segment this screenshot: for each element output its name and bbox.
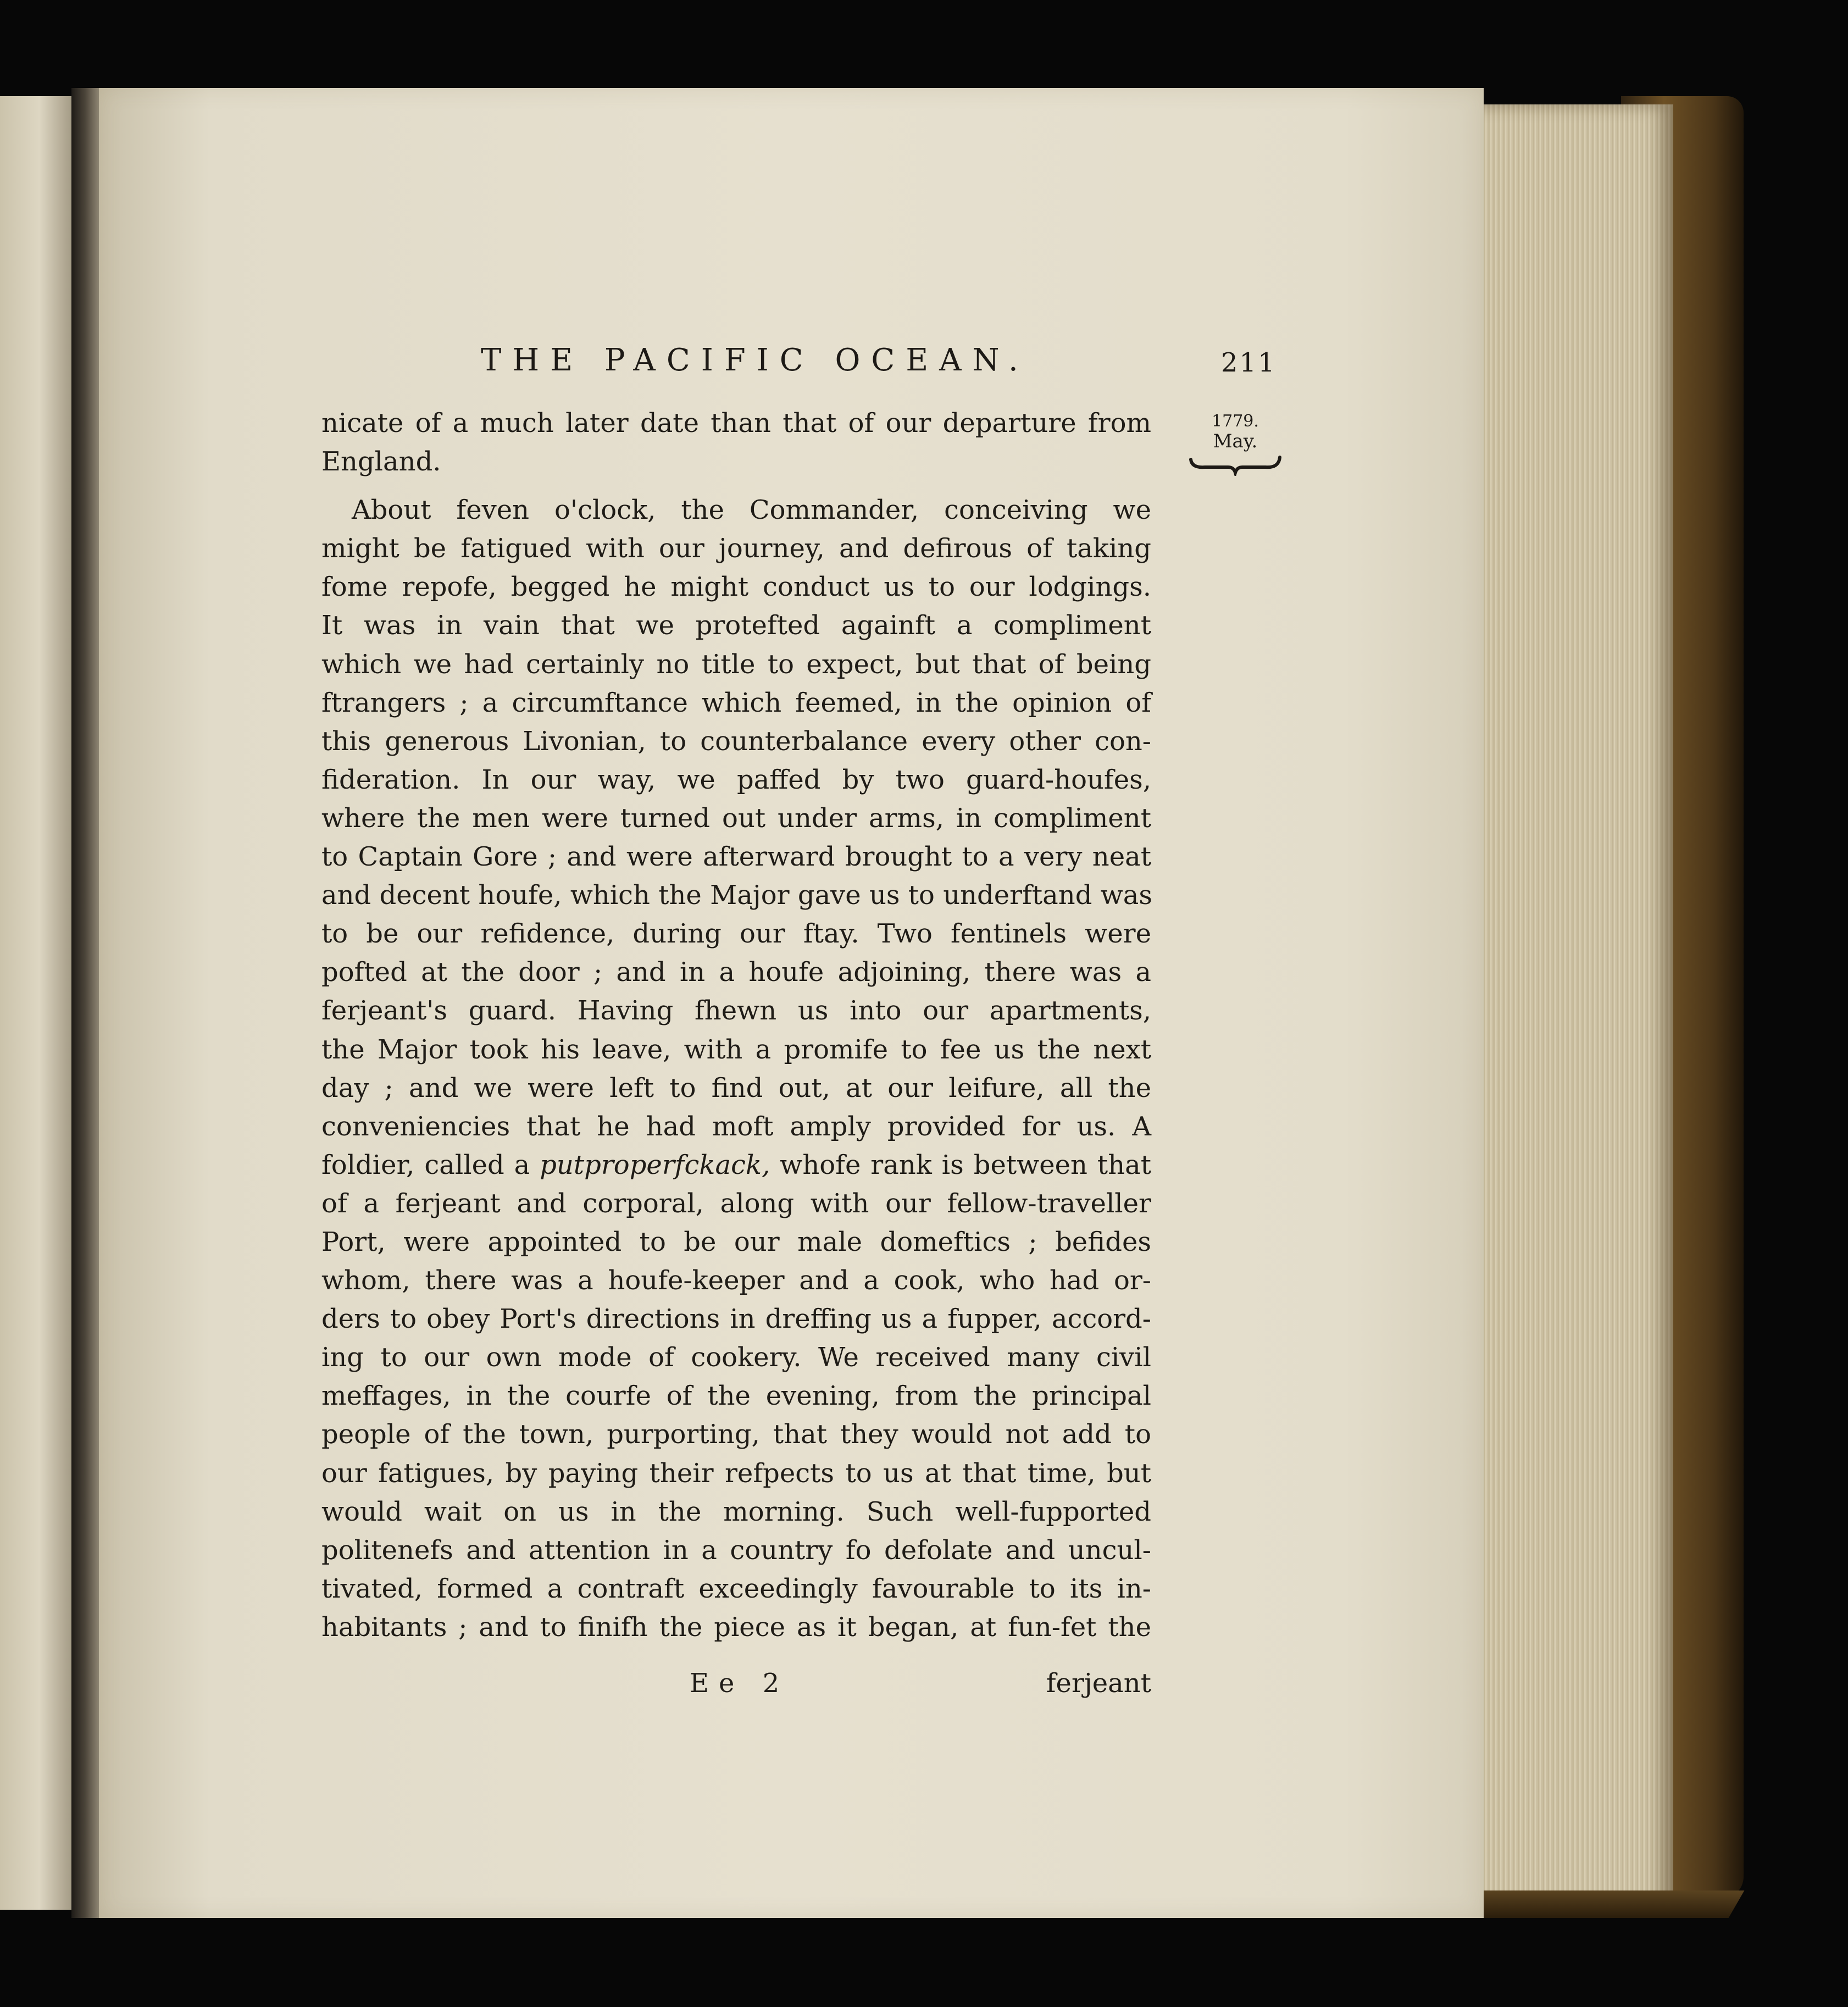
page-number: 211 bbox=[1221, 347, 1277, 378]
signature-mark: Ee 2 bbox=[690, 1668, 790, 1699]
text-line: might be fatigued with our journey, and defirous of taking bbox=[321, 533, 1151, 564]
text-line: It was in vain that we protefted againft a compliment bbox=[321, 610, 1151, 641]
text-line: ing to our own mode of cookery. We received many civil bbox=[321, 1342, 1151, 1373]
text-line: to be our refidence, during our ftay. Two fentinels were bbox=[321, 918, 1151, 950]
italic-term: putproperfckack, bbox=[540, 1149, 770, 1180]
binding-bottom bbox=[1465, 1890, 1745, 1918]
text-line: our fatigues, by paying their refpects to us at that time, but bbox=[321, 1457, 1151, 1489]
text-line: fideration. In our way, we paffed by two guard-houfes, bbox=[321, 764, 1151, 795]
text-line: About feven o'clock, the Commander, conceiving we bbox=[352, 495, 1151, 526]
text-line: ftrangers ; a circumftance which feemed, in the opinion of bbox=[321, 687, 1151, 718]
text-line: ferjeant's guard. Having fhewn us into our apartments, bbox=[321, 995, 1151, 1027]
text-line: pofted at the door ; and in a houfe adjoining, there was a bbox=[321, 957, 1151, 988]
text-line: fome repofe, begged he might conduct us to our lodgings. bbox=[321, 572, 1151, 603]
text-line: whom, there was a houfe-keeper and a cook, who had or- bbox=[321, 1265, 1151, 1296]
text-line: which we had certainly no title to expect, but that of being bbox=[321, 648, 1151, 680]
text-line-with-italic bbox=[321, 1146, 1151, 1184]
text-line: would wait on us in the morning. Such well-fupported bbox=[321, 1496, 1151, 1527]
page-footer bbox=[321, 1667, 1151, 1700]
text-line: the Major took his leave, with a promife to fee us the next bbox=[321, 1034, 1151, 1065]
text-line: of a ferjeant and corporal, along with our fellow-traveller bbox=[321, 1188, 1151, 1219]
margin-brace-icon bbox=[1189, 454, 1282, 476]
text-line: to Captain Gore ; and were afterward brought to a very neat bbox=[321, 841, 1151, 873]
text-segment: foldier, called a bbox=[321, 1149, 540, 1180]
text-line: where the men were turned out under arms, in compliment bbox=[321, 802, 1151, 834]
text-line: meffages, in the courfe of the evening, from the principal bbox=[321, 1380, 1151, 1412]
text-line: politenefs and attention in a country fo defolate and uncul- bbox=[321, 1534, 1151, 1566]
book-gutter bbox=[71, 88, 102, 1918]
left-page-edge bbox=[0, 96, 71, 1910]
text-line: ders to obey Port's directions in dreffing us a fupper, accord- bbox=[321, 1304, 1151, 1335]
text-line: and decent houfe, which the Major gave us to underftand was bbox=[321, 880, 1153, 911]
text-line: nicate of a much later date than that of our departure from bbox=[321, 408, 1151, 439]
text-line: tivated, formed a contraft exceedingly favourable to its in- bbox=[321, 1573, 1151, 1604]
text-line: this generous Livonian, to counterbalance every other con- bbox=[321, 725, 1151, 757]
catchword: ferjeant bbox=[1046, 1668, 1151, 1699]
text-line: day ; and we were left to find out, at our leifure, all the bbox=[321, 1072, 1151, 1104]
body-text bbox=[321, 404, 1151, 1646]
text-segment: whofe rank is between that bbox=[770, 1149, 1152, 1180]
text-line: conveniencies that he had moft amply provided for us. A bbox=[321, 1111, 1151, 1142]
text-line: England. bbox=[321, 446, 441, 478]
page-edges bbox=[1473, 104, 1673, 1918]
text-line: Port, were appointed to be our male domeftics ; befides bbox=[321, 1226, 1151, 1257]
running-head: THE PACIFIC OCEAN. bbox=[481, 342, 1029, 378]
text-line: people of the town, purporting, that they would not add to bbox=[321, 1419, 1151, 1450]
text-line: habitants ; and to finifh the piece as it began, at fun-fet the bbox=[321, 1611, 1151, 1643]
margin-note-month: May. bbox=[1213, 430, 1258, 452]
margin-note-year: 1779. bbox=[1212, 412, 1259, 431]
